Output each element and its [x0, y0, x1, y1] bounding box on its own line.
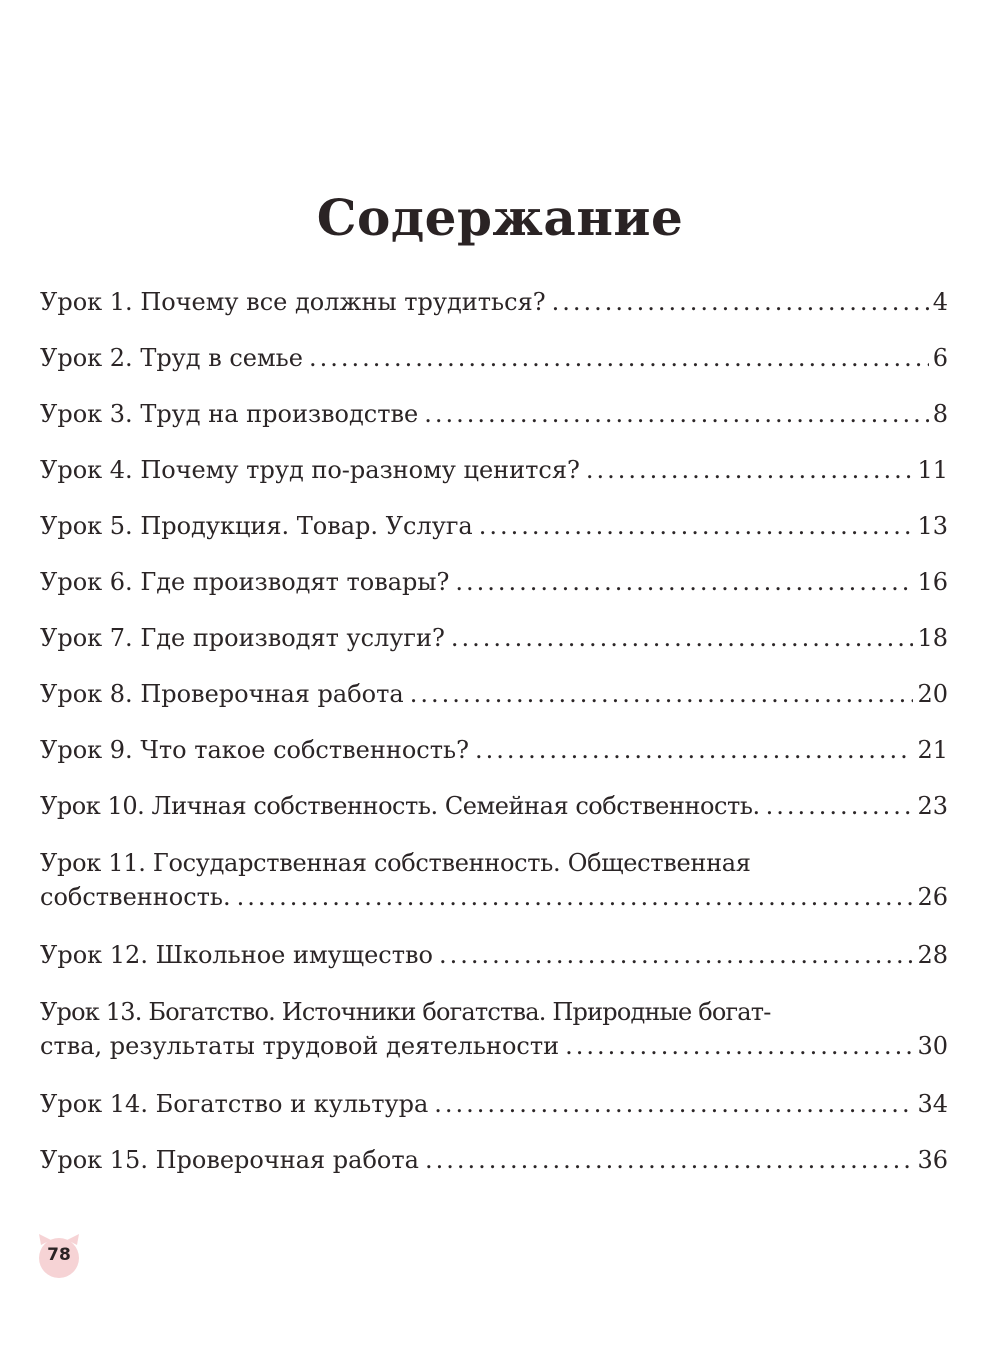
toc-entry-page: 16 — [917, 568, 948, 596]
toc-entry-title: Урок 14. Богатство и культура — [40, 1090, 429, 1118]
toc-entry-lesson-11[interactable] — [40, 846, 948, 914]
dot-leader — [439, 938, 913, 972]
page-number-badge — [36, 1233, 82, 1279]
toc-entry-title: Урок 3. Труд на производстве — [40, 400, 419, 428]
dot-leader — [586, 453, 914, 487]
toc-entry-title: Урок 10. Личная собственность. Семейная собственность. — [40, 792, 760, 820]
page-title: Содержание — [316, 188, 684, 247]
toc-entry-lesson-2[interactable] — [40, 341, 948, 375]
dot-leader — [475, 733, 914, 767]
toc-entry-title: Урок 7. Где производят услуги? — [40, 624, 445, 652]
toc-entry-title: Урок 8. Проверочная работа — [40, 680, 404, 708]
dot-leader — [451, 621, 914, 655]
toc-entry-title: Урок 6. Где производят товары? — [40, 568, 450, 596]
dot-leader — [309, 341, 929, 375]
toc-entry-page: 28 — [917, 941, 948, 969]
toc-entry-lesson-7[interactable] — [40, 621, 948, 655]
dot-leader — [479, 509, 914, 543]
toc-entry-lesson-12[interactable] — [40, 938, 948, 972]
toc-entry-lesson-6[interactable] — [40, 565, 948, 599]
toc-entry-title-line1: Урок 11. Государственная собственность. Общественная — [40, 849, 751, 877]
toc-entry-title: Урок 2. Труд в семье — [40, 344, 303, 372]
dot-leader — [455, 565, 913, 599]
toc-entry-lesson-9[interactable] — [40, 733, 948, 767]
toc-entry-page: 11 — [917, 456, 948, 484]
toc-entry-title: Урок 12. Школьное имущество — [40, 941, 433, 969]
toc-entry-page: 21 — [917, 736, 948, 764]
toc-entry-page: 36 — [917, 1146, 948, 1174]
toc-entry-title-line1: Урок 13. Богатство. Источники богатства. Природные богат- — [40, 998, 771, 1026]
toc-entry-page: 18 — [917, 624, 948, 652]
dot-leader — [552, 285, 929, 319]
dot-leader — [410, 677, 914, 711]
toc-entry-lesson-3[interactable] — [40, 397, 948, 431]
toc-entry-page: 8 — [932, 400, 948, 428]
toc-entry-lesson-14[interactable] — [40, 1087, 948, 1121]
page-number: 78 — [47, 1245, 71, 1265]
toc-entry-title: Урок 5. Продукция. Товар. Услуга — [40, 512, 473, 540]
toc-entry-lesson-15[interactable] — [40, 1143, 948, 1177]
toc-entry-lesson-8[interactable] — [40, 677, 948, 711]
toc-entry-page: 30 — [917, 1032, 948, 1060]
toc-entry-page: 6 — [932, 344, 948, 372]
dot-leader — [434, 1087, 913, 1121]
toc-entry-page: 23 — [917, 792, 948, 820]
toc-entry-title-line2: собственность. — [40, 883, 231, 911]
toc-entry-title-line2: ства, результаты трудовой деятельности — [40, 1032, 560, 1060]
dot-leader — [237, 880, 914, 914]
toc-entry-page: 26 — [917, 883, 948, 911]
dot-leader — [565, 1029, 913, 1063]
dot-leader — [425, 1143, 914, 1177]
toc-entry-lesson-10[interactable] — [40, 789, 948, 823]
dot-leader — [766, 789, 914, 823]
toc-entry-page: 34 — [917, 1090, 948, 1118]
toc-entry-lesson-4[interactable] — [40, 453, 948, 487]
toc-entry-lesson-5[interactable] — [40, 509, 948, 543]
toc-entry-title: Урок 1. Почему все должны трудиться? — [40, 288, 546, 316]
toc-entry-page: 20 — [917, 680, 948, 708]
dot-leader — [424, 397, 929, 431]
toc-entry-lesson-13[interactable] — [40, 995, 948, 1063]
toc-entry-title: Урок 15. Проверочная работа — [40, 1146, 419, 1174]
toc-entry-lesson-1[interactable] — [40, 285, 948, 319]
toc-entry-title: Урок 4. Почему труд по-разному ценится? — [40, 456, 580, 484]
toc-entry-page: 13 — [917, 512, 948, 540]
toc-entry-page: 4 — [932, 288, 948, 316]
toc-entry-title: Урок 9. Что такое собственность? — [40, 736, 469, 764]
